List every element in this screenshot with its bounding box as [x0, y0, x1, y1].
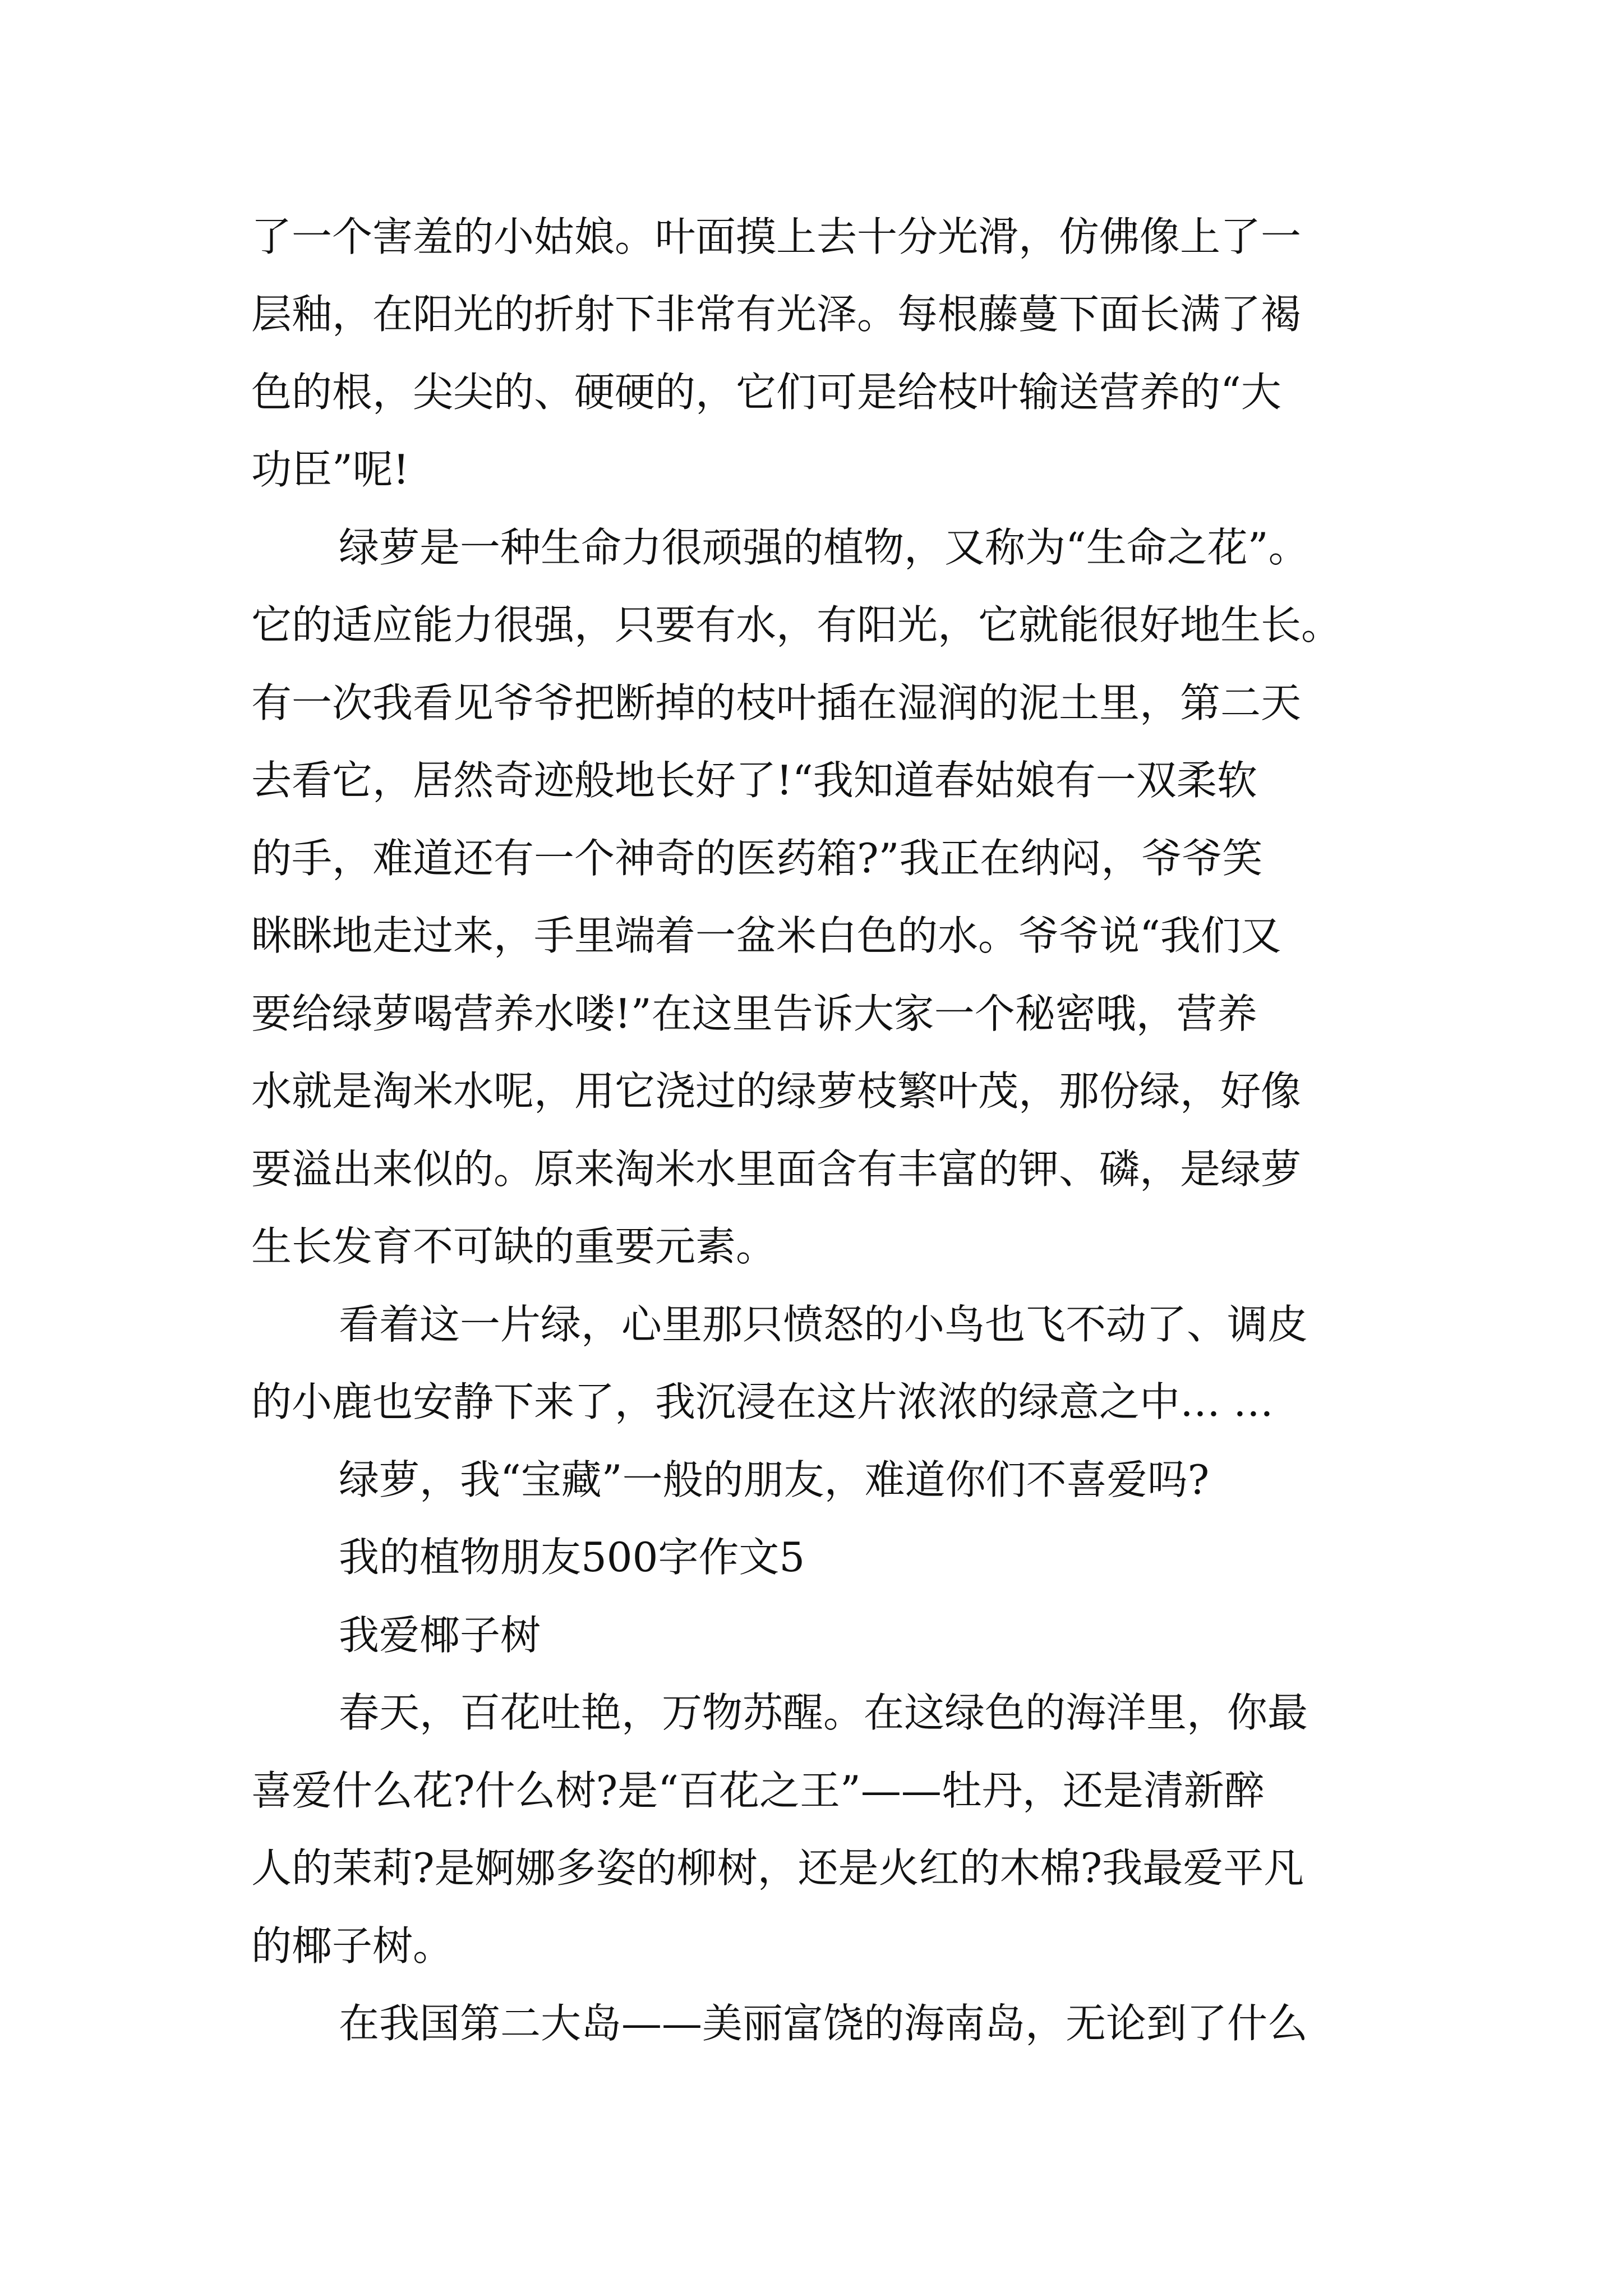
- essay-title: 我爱椰子树: [339, 1612, 541, 1659]
- text-line: 人的茉莉?是婀娜多姿的柳树，还是火红的木棉?我最爱平凡: [251, 1844, 1304, 1892]
- text-line: 的手，难道还有一个神奇的医药箱?”我正在纳闷，爷爷笑: [251, 835, 1263, 882]
- text-line: 层釉，在阳光的折射下非常有光泽。每根藤蔓下面长满了褐: [251, 291, 1302, 338]
- text-line: 水就是淘米水呢，用它浇过的绿萝枝繁叶茂，那份绿，好像: [251, 1068, 1302, 1115]
- text-line: 色的根，尖尖的、硬硬的，它们可是给枝叶输送营养的“大: [251, 369, 1281, 416]
- paragraph-start-line: 看着这一片绿，心里那只愤怒的小鸟也飞不动了、调皮: [339, 1301, 1308, 1348]
- paragraph-start-line: 在我国第二大岛——美丽富饶的海南岛，无论到了什么: [339, 2000, 1308, 2047]
- text-line: 有一次我看见爷爷把断掉的枝叶插在湿润的泥土里，第二天: [251, 679, 1302, 726]
- text-line: 要给绿萝喝营养水喽!”在这里告诉大家一个秘密哦，营养: [251, 990, 1257, 1037]
- text-line: 眯眯地走过来，手里端着一盆米白色的水。爷爷说“我们又: [251, 912, 1281, 959]
- text-line: 了一个害羞的小姑娘。叶面摸上去十分光滑，仿佛像上了一: [251, 213, 1302, 260]
- article-title: 我的植物朋友500字作文5: [339, 1534, 805, 1581]
- paragraph-start-line: 绿萝是一种生命力很顽强的植物，又称为“生命之花”。: [339, 524, 1309, 571]
- text-line: 喜爱什么花?什么树?是“百花之王”——牡丹，还是清新醉: [251, 1767, 1265, 1814]
- text-line: 要溢出来似的。原来淘米水里面含有丰富的钾、磷，是绿萝: [251, 1145, 1302, 1193]
- text-line: 的小鹿也安静下来了，我沉浸在这片浓浓的绿意之中… …: [251, 1378, 1274, 1425]
- text-line: 的椰子树。: [251, 1922, 454, 1970]
- text-line: 去看它，居然奇迹般地长好了!“我知道春姑娘有一双柔软: [251, 757, 1257, 804]
- text-line: 它的适应能力很强，只要有水，有阳光，它就能很好地生长。: [251, 601, 1342, 648]
- paragraph-start-line: 春天，百花吐艳，万物苏醒。在这绿色的海洋里，你最: [339, 1689, 1308, 1736]
- paragraph-start-line: 绿萝，我“宝藏”一般的朋友，难道你们不喜爱吗?: [339, 1456, 1210, 1503]
- text-line: 生长发育不可缺的重要元素。: [251, 1223, 777, 1270]
- text-line: 功臣”呢!: [251, 446, 409, 493]
